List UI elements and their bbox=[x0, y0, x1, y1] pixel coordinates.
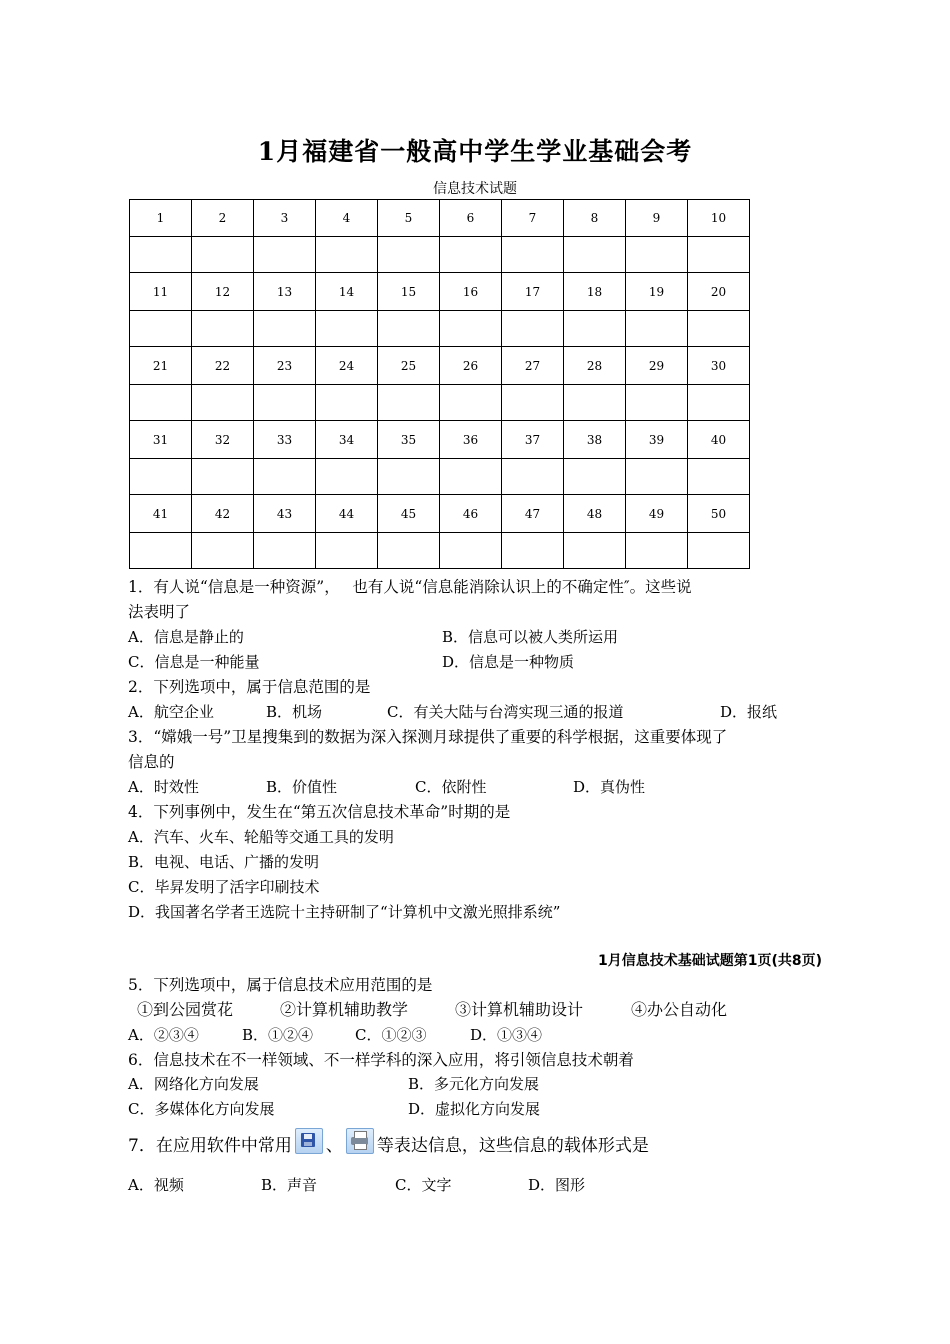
answer-blank-cell[interactable] bbox=[688, 533, 750, 569]
answer-blank-cell[interactable] bbox=[316, 459, 378, 495]
q5-option-c: C．①②③ bbox=[355, 1026, 427, 1044]
answer-blank-cell[interactable] bbox=[688, 237, 750, 273]
answer-number-cell: 22 bbox=[192, 347, 254, 385]
answer-blank-cell[interactable] bbox=[626, 311, 688, 347]
answer-number-cell: 27 bbox=[502, 347, 564, 385]
answer-blank-cell[interactable] bbox=[378, 385, 440, 421]
answer-number-cell: 7 bbox=[502, 200, 564, 237]
q5-option-a: A．②③④ bbox=[128, 1026, 199, 1044]
answer-number-cell: 15 bbox=[378, 273, 440, 311]
answer-number-row bbox=[130, 273, 750, 311]
answer-blank-cell[interactable] bbox=[502, 459, 564, 495]
answer-number-cell: 18 bbox=[564, 273, 626, 311]
answer-blank-cell[interactable] bbox=[192, 311, 254, 347]
answer-blank-cell[interactable] bbox=[130, 459, 192, 495]
answer-blank-row bbox=[130, 533, 750, 569]
q2-option-b: B．机场 bbox=[266, 703, 323, 721]
answer-blank-cell[interactable] bbox=[626, 385, 688, 421]
answer-number-cell: 19 bbox=[626, 273, 688, 311]
answer-number-cell: 41 bbox=[130, 495, 192, 533]
answer-number-cell: 33 bbox=[254, 421, 316, 459]
answer-number-cell: 46 bbox=[440, 495, 502, 533]
answer-blank-cell[interactable] bbox=[688, 311, 750, 347]
answer-blank-cell[interactable] bbox=[440, 237, 502, 273]
answer-blank-cell[interactable] bbox=[254, 237, 316, 273]
q7-stem-part2: 等表达信息，这些信息的载体形式是 bbox=[376, 1136, 649, 1156]
q6-option-a: A．网络化方向发展 bbox=[128, 1075, 259, 1093]
q3-stem-line2: 信息的 bbox=[128, 753, 175, 771]
answer-blank-cell[interactable] bbox=[378, 459, 440, 495]
q5-stem: 5．下列选项中，属于信息技术应用范围的是 bbox=[128, 976, 433, 994]
answer-blank-cell[interactable] bbox=[502, 311, 564, 347]
q3-stem-line1: 3．“嫦娥一号”卫星搜集到的数据为深入探测月球提供了重要的科学根据，这重要体现了 bbox=[128, 728, 728, 746]
answer-number-cell: 39 bbox=[626, 421, 688, 459]
answer-blank-cell[interactable] bbox=[254, 533, 316, 569]
answer-blank-cell[interactable] bbox=[688, 385, 750, 421]
q6-stem: 6．信息技术在不一样领域、不一样学科的深入应用，将引领信息技术朝着 bbox=[128, 1051, 634, 1069]
q4-stem: 4．下列事例中，发生在“第五次信息技术革命”时期的是 bbox=[128, 803, 511, 821]
answer-number-cell: 36 bbox=[440, 421, 502, 459]
answer-number-cell: 25 bbox=[378, 347, 440, 385]
document-subtitle: 信息技术试题 bbox=[433, 181, 517, 197]
answer-number-cell: 49 bbox=[626, 495, 688, 533]
answer-number-cell: 48 bbox=[564, 495, 626, 533]
q1-stem-line2: 法表明了 bbox=[128, 603, 191, 621]
q4-option-b: B．电视、电话、广播的发明 bbox=[128, 853, 320, 871]
answer-blank-cell[interactable] bbox=[440, 533, 502, 569]
answer-blank-cell[interactable] bbox=[564, 459, 626, 495]
answer-number-cell: 26 bbox=[440, 347, 502, 385]
q6-option-c: C．多媒体化方向发展 bbox=[128, 1100, 275, 1118]
answer-number-cell: 47 bbox=[502, 495, 564, 533]
q2-option-d: D．报纸 bbox=[720, 703, 778, 721]
answer-blank-cell[interactable] bbox=[192, 237, 254, 273]
answer-number-cell: 44 bbox=[316, 495, 378, 533]
q1-option-c: C．信息是一种能量 bbox=[128, 653, 260, 671]
answer-blank-cell[interactable] bbox=[378, 237, 440, 273]
q5-option-d: D．①③④ bbox=[470, 1026, 543, 1044]
answer-number-cell: 21 bbox=[130, 347, 192, 385]
q1-option-a: A．信息是静止的 bbox=[128, 628, 244, 646]
q3-option-d: D．真伪性 bbox=[573, 778, 646, 796]
answer-blank-row bbox=[130, 237, 750, 273]
answer-blank-cell[interactable] bbox=[192, 459, 254, 495]
q7-stem bbox=[128, 1128, 649, 1156]
answer-number-cell: 2 bbox=[192, 200, 254, 237]
q1-option-d: D．信息是一种物质 bbox=[442, 653, 575, 671]
answer-number-cell: 32 bbox=[192, 421, 254, 459]
answer-number-cell: 17 bbox=[502, 273, 564, 311]
answer-number-cell: 16 bbox=[440, 273, 502, 311]
answer-number-cell: 38 bbox=[564, 421, 626, 459]
answer-number-cell: 35 bbox=[378, 421, 440, 459]
answer-blank-cell[interactable] bbox=[440, 385, 502, 421]
answer-number-cell: 42 bbox=[192, 495, 254, 533]
q6-option-d: D．虚拟化方向发展 bbox=[408, 1100, 541, 1118]
answer-number-cell: 30 bbox=[688, 347, 750, 385]
q1-option-b: B．信息可以被人类所运用 bbox=[442, 628, 619, 646]
answer-blank-cell[interactable] bbox=[440, 459, 502, 495]
answer-number-cell: 9 bbox=[626, 200, 688, 237]
answer-number-cell: 45 bbox=[378, 495, 440, 533]
q3-option-c: C．依附性 bbox=[415, 778, 487, 796]
answer-blank-cell[interactable] bbox=[688, 459, 750, 495]
q4-option-c: C．毕昇发明了活字印刷技术 bbox=[128, 878, 320, 896]
save-icon bbox=[295, 1128, 323, 1154]
answer-blank-cell[interactable] bbox=[254, 459, 316, 495]
answer-blank-cell[interactable] bbox=[626, 237, 688, 273]
q3-option-a: A．时效性 bbox=[128, 778, 199, 796]
answer-number-cell: 12 bbox=[192, 273, 254, 311]
q2-option-c: C．有关大陆与台湾实现三通的报道 bbox=[387, 703, 624, 721]
answer-blank-cell[interactable] bbox=[564, 237, 626, 273]
answer-blank-row bbox=[130, 311, 750, 347]
answer-number-row bbox=[130, 421, 750, 459]
answer-table bbox=[129, 199, 750, 569]
q7-option-d: D．图形 bbox=[528, 1176, 586, 1194]
q7-option-c: C．文字 bbox=[395, 1176, 452, 1194]
answer-blank-cell[interactable] bbox=[130, 237, 192, 273]
answer-number-cell: 6 bbox=[440, 200, 502, 237]
answer-number-cell: 20 bbox=[688, 273, 750, 311]
answer-blank-cell[interactable] bbox=[440, 311, 502, 347]
q6-option-b: B．多元化方向发展 bbox=[408, 1075, 540, 1093]
answer-blank-cell[interactable] bbox=[130, 385, 192, 421]
answer-number-cell: 31 bbox=[130, 421, 192, 459]
answer-blank-cell[interactable] bbox=[502, 385, 564, 421]
answer-number-cell: 4 bbox=[316, 200, 378, 237]
q5-item-4: ④办公自动化 bbox=[631, 1000, 728, 1019]
answer-blank-cell[interactable] bbox=[564, 311, 626, 347]
answer-number-cell: 23 bbox=[254, 347, 316, 385]
answer-number-cell: 3 bbox=[254, 200, 316, 237]
answer-number-cell: 24 bbox=[316, 347, 378, 385]
answer-blank-cell[interactable] bbox=[130, 533, 192, 569]
q5-item-3: ③计算机辅助设计 bbox=[455, 1000, 584, 1019]
q3-option-b: B．价值性 bbox=[266, 778, 338, 796]
answer-blank-cell[interactable] bbox=[378, 533, 440, 569]
q4-option-a: A．汽车、火车、轮船等交通工具的发明 bbox=[128, 828, 394, 846]
answer-blank-row bbox=[130, 459, 750, 495]
q2-option-a: A．航空企业 bbox=[128, 703, 214, 721]
answer-number-cell: 29 bbox=[626, 347, 688, 385]
q5-item-1: ①到公园赏花 bbox=[137, 1000, 234, 1019]
answer-blank-cell[interactable] bbox=[378, 311, 440, 347]
q7-stem-part1: 7．在应用软件中常用 bbox=[128, 1136, 292, 1156]
q4-option-d: D．我国著名学者王选院十主持研制了“计算机中文激光照排系统” bbox=[128, 903, 561, 921]
q7-option-b: B．声音 bbox=[261, 1176, 318, 1194]
answer-number-cell: 10 bbox=[688, 200, 750, 237]
answer-blank-cell[interactable] bbox=[502, 237, 564, 273]
answer-number-cell: 8 bbox=[564, 200, 626, 237]
answer-blank-cell[interactable] bbox=[626, 459, 688, 495]
answer-number-row bbox=[130, 347, 750, 385]
answer-number-cell: 14 bbox=[316, 273, 378, 311]
answer-blank-cell[interactable] bbox=[192, 533, 254, 569]
answer-blank-cell[interactable] bbox=[502, 533, 564, 569]
q7-separator: 、 bbox=[325, 1136, 343, 1156]
answer-blank-cell[interactable] bbox=[130, 311, 192, 347]
answer-blank-row bbox=[130, 385, 750, 421]
answer-blank-cell[interactable] bbox=[316, 385, 378, 421]
answer-number-cell: 13 bbox=[254, 273, 316, 311]
answer-blank-cell[interactable] bbox=[564, 385, 626, 421]
q2-stem: 2．下列选项中，属于信息范围的是 bbox=[128, 678, 371, 696]
q7-option-a: A．视频 bbox=[128, 1176, 184, 1194]
q5-item-2: ②计算机辅助教学 bbox=[280, 1000, 409, 1019]
answer-number-cell: 37 bbox=[502, 421, 564, 459]
page-footer: 1月信息技术基础试题第1页(共8页) bbox=[597, 953, 822, 969]
q1-stem-line1: 1．有人说“信息是一种资源”， 也有人说“信息能消除认识上的不确定性″。这些说 bbox=[128, 578, 692, 596]
answer-number-cell: 5 bbox=[378, 200, 440, 237]
answer-number-row bbox=[130, 200, 750, 237]
answer-number-cell: 34 bbox=[316, 421, 378, 459]
answer-blank-cell[interactable] bbox=[564, 533, 626, 569]
answer-number-cell: 50 bbox=[688, 495, 750, 533]
answer-number-cell: 1 bbox=[130, 200, 192, 237]
answer-number-cell: 40 bbox=[688, 421, 750, 459]
answer-blank-cell[interactable] bbox=[316, 237, 378, 273]
answer-blank-cell[interactable] bbox=[254, 311, 316, 347]
document-title: 1月福建省一般高中学生学业基础会考 bbox=[257, 137, 693, 166]
printer-icon bbox=[346, 1128, 374, 1154]
answer-number-cell: 28 bbox=[564, 347, 626, 385]
answer-blank-cell[interactable] bbox=[626, 533, 688, 569]
answer-blank-cell[interactable] bbox=[316, 533, 378, 569]
answer-number-cell: 11 bbox=[130, 273, 192, 311]
answer-number-cell: 43 bbox=[254, 495, 316, 533]
answer-number-row bbox=[130, 495, 750, 533]
q5-option-b: B．①②④ bbox=[242, 1026, 314, 1044]
answer-blank-cell[interactable] bbox=[254, 385, 316, 421]
answer-blank-cell[interactable] bbox=[192, 385, 254, 421]
answer-blank-cell[interactable] bbox=[316, 311, 378, 347]
